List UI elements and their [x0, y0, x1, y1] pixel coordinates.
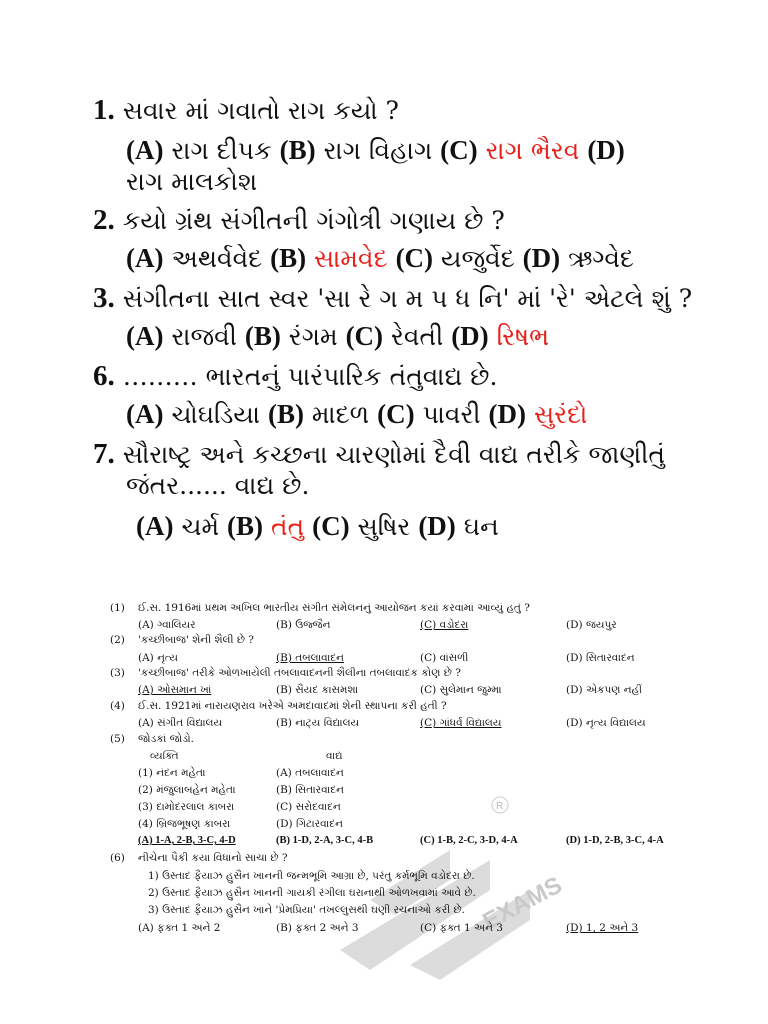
question-6-options: (A) ચોઘડિયા (B) માદળ (C) પાવરી (D) સુરંદો — [126, 399, 588, 429]
question-2-options: (A) અથર્વવેદ (B) સામવેદ (C) યજુર્વેદ (D) ઋગ્વેદ — [126, 243, 634, 273]
question-1: 1. સવાર માં ગવાતો રાગ કયો ? — [93, 94, 399, 126]
question-3-options: (A) રાજવી (B) રંગમ (C) રેવતી (D) રિષભ — [126, 321, 550, 351]
question-1-options: (A) રાગ દીપક (B) રાગ વિહાગ (C) રાગ ભૈરવ (D) — [126, 135, 625, 165]
question-text: ……… ભારતનું પારંપારિક તંતુવાદ્ય છે. — [122, 362, 498, 391]
correct-answer: સુરંદો — [533, 400, 588, 429]
question-2: 2. કયો ગ્રંથ સંગીતની ગંગોત્રી ગણાય છે ? — [93, 204, 505, 236]
watermark-text: EXAMS — [478, 871, 567, 936]
correct-answer: તંતુ — [271, 512, 305, 541]
question-text: સંગીતના સાત સ્વર 'સા રે ગ મ પ ધ નિ' માં 'રે' એટલે શું ? — [122, 284, 693, 313]
small-q1: (1) — [110, 602, 125, 614]
question-3: 3. સંગીતના સાત સ્વર 'સા રે ગ મ પ ધ નિ' માં 'રે' એટલે શું ? — [93, 282, 693, 314]
question-7-line2: જંતર...... વાદ્ય છે. — [126, 471, 310, 500]
correct-answer: સામવેદ — [314, 244, 388, 273]
scanned-questions: R EXAMS (1) ઈ.સ. 1916માં પ્રથમ અખિલ ભારતીય સંગીત સંમેલનનું આયોજન કયાં કરવામાં આવ્યું હતું ? (A) ગ્વાલિયર (B) ઉજ્જૈન (C) વડોદરા (D) જયપુર (2) 'કચ્છીબાજ' શેની શૈલી છે ? (A) નૃત્ય (B) તબલાવાદન (C) વાંસળી (D) સિતારવાદન (3) 'કચ્છીબાજ' તરીકે ઓળખાયેલી તબલાવાદનની શૈલીના તબલાવાદક કોણ છે ? (A) ઓસમાન ખાં (B) સૈયદ કાસમશા (C) સુલેમાન જુમ્મા (D) એકપણ નહીં (4) ઈ.સ. 1921માં નારાયણરાવ ખરેએ અમદાવાદમાં શેની સ્થાપના કરી હતી ? (A) સંગીત વિદ્યાલય (B) નાટ્ય વિદ્યાલય (C) ગાંધર્વ વિદ્યાલય (D) નૃત્ય વિદ્યાલય (5) જોડકાં જોડો. વ્યક્તિ વાદ્ય (1) નંદન મહેતા (A) તબલાવાદન (2) મંજુલાબહેન મહેતા (B) સિતારવાદન (3) દામોદરલાલ કાબરા (C) સરોદવાદન (4) બ્રિજભૂષણ કાબરા (D) ગિટારવાદન (A) 1-A, 2-B, 3-C, 4-D (B) 1-D, 2-A, 3-C, 4-B (C) 1-B, 2-C, 3-D, 4-A (D) 1-D, 2-B, 3-C, 4-A (6) નીચેના પૈકી કયા વિધાનો સાચા છે ? 1) ઉસ્તાદ ફૈયાઝ હુસૈન ખાનની જન્મભૂમિ આગ્રા છે, પરંતુ કર્મભૂમિ વડોદરા છે. 2) ઉસ્તાદ ફૈયાઝ હુસૈન ખાનની ગાયકી રંગીલા ઘરાનાથી ઓળખવામાં આવે છે. 3) ઉસ્તાદ ફૈયાઝ હુસૈન ખાને 'પ્રેમપ્રિયા' તખલ્લુસથી ઘણી રચનાઓ કરી છે. (A) ફક્ત 1 અને 2 (B) ફક્ત 2 અને 3 (C) ફક્ત 1 અને 3 (D) 1, 2 અને 3 — [0, 590, 768, 1024]
correct-answer: રાગ ભૈરવ — [485, 136, 580, 165]
question-text: સવાર માં ગવાતો રાગ કયો ? — [122, 96, 399, 125]
question-text: સૌરાષ્ટ્ર અને કચ્છના ચારણોમાં દૈવી વાદ્ય તરીકે જાણીતું — [122, 440, 665, 469]
question-1-options-cont: રાગ માલકોશ — [126, 167, 258, 196]
correct-answer: રિષભ — [496, 322, 550, 351]
svg-text:R: R — [496, 801, 504, 812]
question-7: 7. સૌરાષ્ટ્ર અને કચ્છના ચારણોમાં દૈવી વાદ્ય તરીકે જાણીતું — [93, 438, 665, 470]
question-6: 6. ……… ભારતનું પારંપારિક તંતુવાદ્ય છે. — [93, 360, 498, 392]
question-7-options: (A) ચર્મ (B) તંતુ (C) સુષિર (D) ઘન — [136, 511, 499, 541]
question-text: કયો ગ્રંથ સંગીતની ગંગોત્રી ગણાય છે ? — [122, 206, 505, 235]
